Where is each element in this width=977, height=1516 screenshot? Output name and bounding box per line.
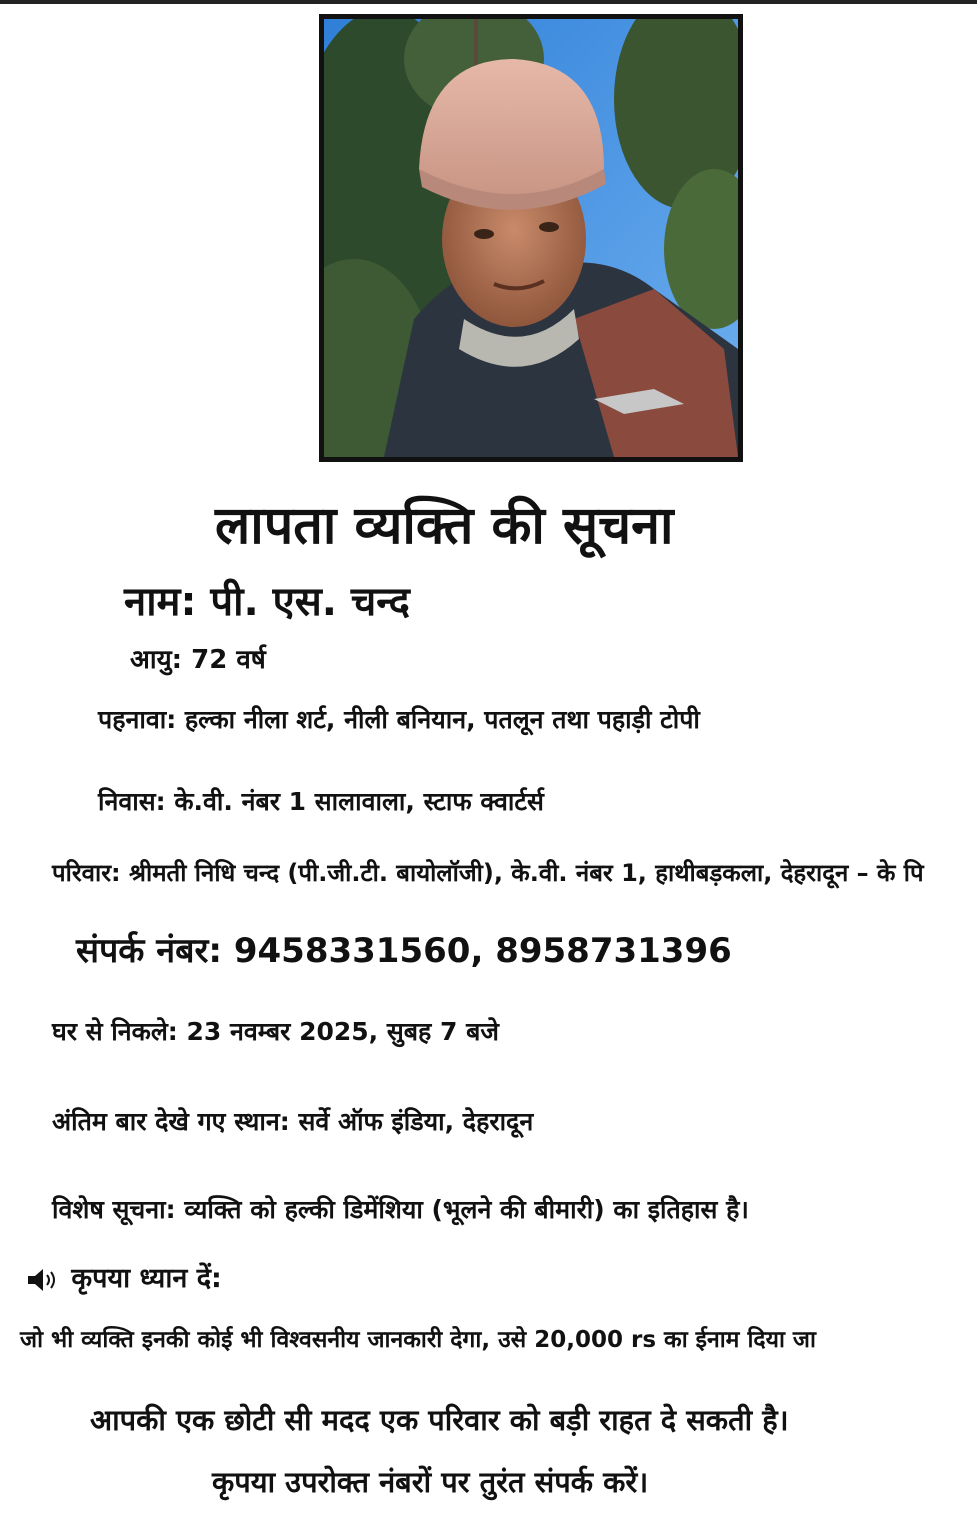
appeal-line-1: आपकी एक छोटी सी मदद एक परिवार को बड़ी राहत दे सकती है। <box>90 1403 789 1437</box>
person-age: आयु: 72 वर्ष <box>130 645 266 675</box>
person-family: परिवार: श्रीमती निधि चन्द (पी.जी.टी. बायोलॉजी), के.वी. नंबर 1, हाथीबड़कला, देहरादून – के पि <box>52 859 924 887</box>
speaker-icon <box>26 1267 62 1293</box>
contact-numbers: संपर्क नंबर: 9458331560, 8958731396 <box>76 931 732 971</box>
last-seen-location: अंतिम बार देखे गए स्थान: सर्वे ऑफ इंडिया, देहरादून <box>52 1107 534 1136</box>
appeal-line-2: कृपया उपरोक्त नंबरों पर तुरंत संपर्क करें। <box>212 1465 649 1499</box>
special-note: विशेष सूचना: व्यक्ति को हल्की डिमेंशिया (भूलने की बीमारी) का इतिहास है। <box>52 1195 749 1224</box>
poster-title: लापता व्यक्ति की सूचना <box>215 496 674 556</box>
top-border <box>0 0 977 4</box>
reward-text: जो भी व्यक्ति इनकी कोई भी विश्वसनीय जानकारी देगा, उसे 20,000 rs का ईनाम दिया जा <box>20 1327 816 1353</box>
person-attire: पहनावा: हल्का नीला शर्ट, नीली बनियान, पतलून तथा पहाड़ी टोपी <box>98 705 700 734</box>
missing-person-photo <box>319 14 743 462</box>
left-home-time: घर से निकले: 23 नवम्बर 2025, सुबह 7 बजे <box>52 1017 499 1046</box>
notice-heading: कृपया ध्यान दें: <box>71 1263 222 1294</box>
notice-heading-row <box>26 1258 222 1295</box>
person-name: नाम: पी. एस. चन्द <box>124 579 410 625</box>
person-residence: निवास: के.वी. नंबर 1 सालावाला, स्टाफ क्वार्टर्स <box>98 787 544 816</box>
